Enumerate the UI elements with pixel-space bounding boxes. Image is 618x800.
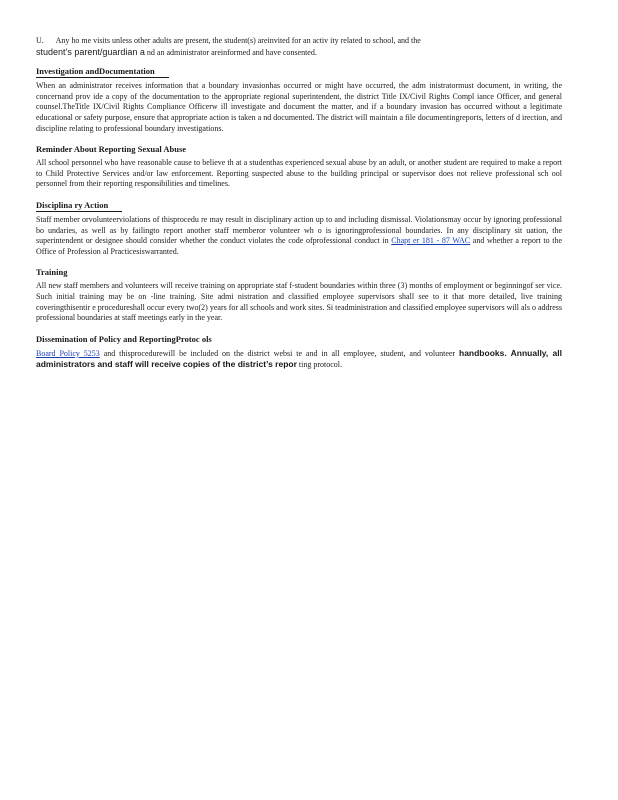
section-heading-investigation: Investigation andDocumentation (36, 66, 562, 78)
list-item-continuation-bold: student’s parent/guardian a (36, 46, 145, 57)
section-body-dissemination (36, 348, 562, 371)
disciplinary-text-end: and whether a report to the Office of Profession al Practicesiswarranted. (36, 236, 563, 256)
section-body-disciplinary (36, 215, 562, 257)
list-marker: U. (36, 36, 44, 45)
dissemination-text: and thisprocedurewill be included on the district websi te and in all employee, student, and volunteer (103, 348, 456, 358)
list-item-text: Any ho me visits unless other adults are present, the student(s) areinvited for an activ ity related to school, and the (55, 36, 421, 45)
section-body-reminder: All school personnel who have reasonable cause to believe th at a studenthas experienced sexual abuse by an adult, or another student are required to make a report to Child Protective Services and/or law enforcement. Reporting suspected abuse to the building principal or supervisor does not relieve professional sch ool personnel from their reporting responsibilities and timelines. (36, 158, 562, 189)
board-policy-link[interactable]: Board Policy 5253 (36, 348, 100, 358)
section-heading-reminder: Reminder About Reporting Sexual Abuse (36, 144, 187, 155)
section-heading-training: Training (36, 267, 68, 278)
section-body-investigation: When an administrator receives information that a boundary invasionhas occurred or might have occurred, the adm inistratormust document, in writing, the concernand prov ide a copy of the documentation to the appropriate regional superintendent, the district Title IX/Civil Rights Compl iance Officer, and general counsel.TheTitle IX/Civil Rights Compliance Officerw ill investigate and document the matter, and if a boundary invasion has occurred without a legitimate educational or safety purpose, ensure that appropriate action is taken a nd documented. The district will maintain a file documentingreports, letters of d irection, and discipline relating to professional boundary investigations. (36, 81, 562, 133)
list-item-continuation: nd an administrator areinformed and have consented. (146, 47, 317, 57)
disciplinary-text: Staff member orvolunteerviolations of thisprocedu re may result in disciplinary action up to and including dismissal. Violationsmay occur by ignoring professional bo undaries, as well as by failingto report another staff memberor volunteer wh o is ignoringprofessional boundaries. In any disciplinary sit uation, the superintendent or designee should consider whether the conduct violates the code ofprofessional conduct in (36, 214, 562, 246)
dissemination-text-end: ting protocol. (298, 360, 343, 370)
section-body-training: All new staff members and volunteers will receive training on appropriate staf f-student boundaries within three (3) months of employment or beginningof ser vice. Such initial training may be on -line training. Site admi nistration and classified employee supervisors shall see to it that more detailed, live training coveringthisentir e procedureshall occur every two(2) years for all schools and work sites. Si teadministration and classified employee supervisors will als o address professional boundaries at staff meetings early in the year. (36, 281, 562, 323)
list-item-u (36, 36, 562, 58)
document-page (36, 36, 562, 371)
wac-chapter-link[interactable]: Chapt er 181 - 87 WAC (391, 236, 471, 246)
section-heading-disciplinary: Disciplina ry Action (36, 200, 562, 212)
dissemination-text-bold: handbooks. Annually, all administrators and staff will receive copies of the district’s repor (36, 347, 562, 370)
section-heading-dissemination: Dissemination of Policy and ReportingProtoc ols (36, 333, 212, 344)
